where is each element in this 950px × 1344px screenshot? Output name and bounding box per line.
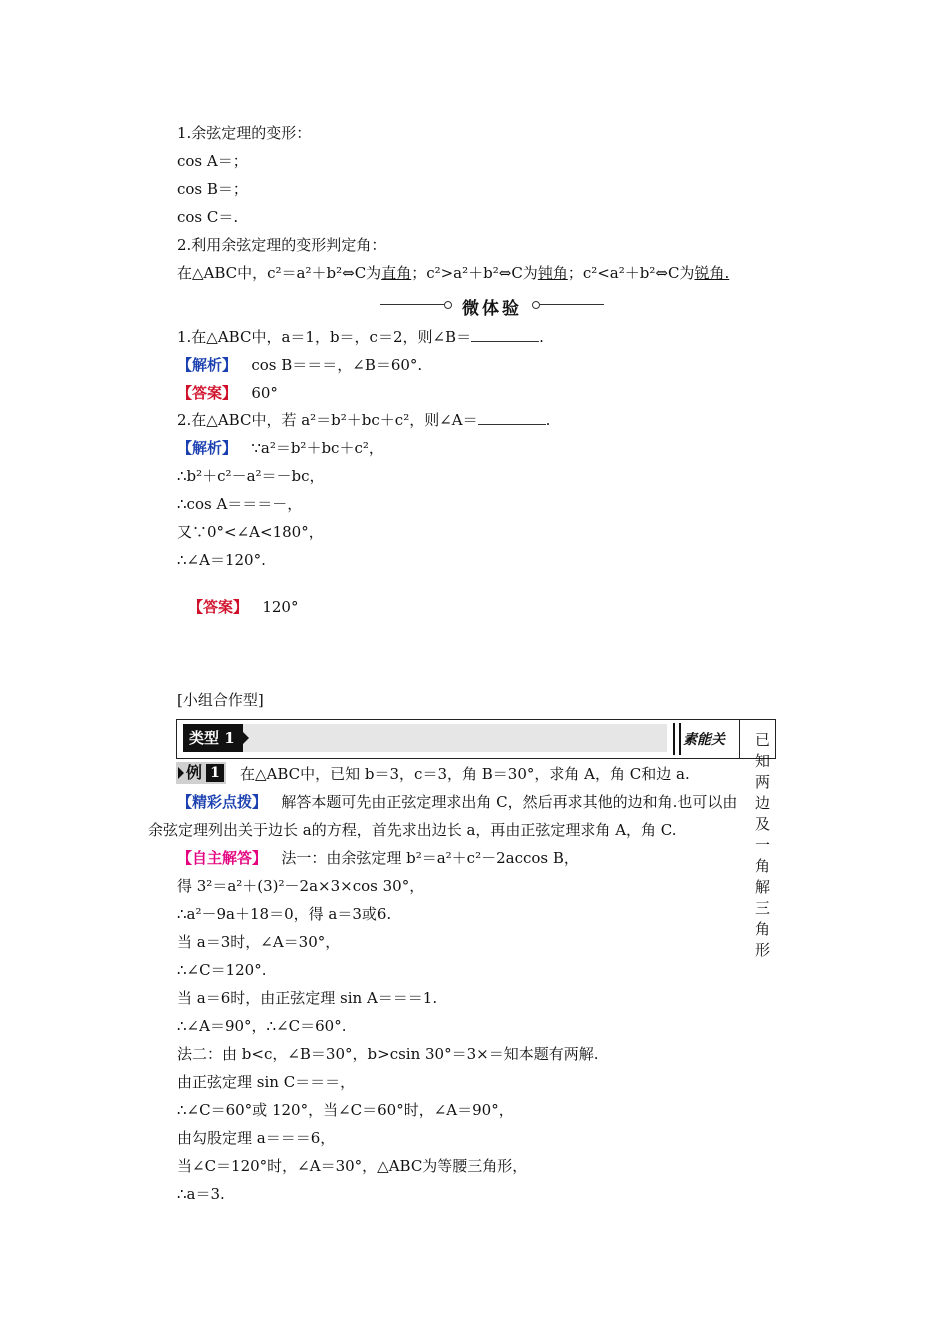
type-banner-bar <box>183 724 667 752</box>
solution-line-9: ∴∠C＝60°或 120°，当∠C＝60°时，∠A＝90°， <box>177 1101 514 1119</box>
exercise-2-text: 2.在△ABC中，若 a²＝b²＋bc＋c²，则∠A＝ <box>177 411 478 429</box>
cos-b-formula: cos B＝； <box>177 180 248 198</box>
example-label: 例 <box>186 763 203 782</box>
exercise-1-question <box>177 327 544 347</box>
solution-tag: 【自主解答】 <box>177 849 268 867</box>
solution-line-6: ∴∠A＝90°，∴∠C＝60°. <box>177 1017 347 1035</box>
exercise-2-answer <box>188 597 298 617</box>
solution-line-2: ∴a²－9a＋18＝0，得 a＝3或6. <box>177 905 392 923</box>
obtuse-angle-term: 钝角 <box>537 264 568 282</box>
answer-value: 120° <box>262 598 299 616</box>
solution-line-11: 当∠C＝120°时，∠A＝30°，△ABC为等腰三角形， <box>177 1157 528 1175</box>
analysis-text: ∵a²＝b²＋bc＋c²， <box>251 439 384 457</box>
solution-line-3: 当 a＝3时，∠A＝30°， <box>177 933 341 951</box>
type-title: 已知两边及一角解三角形 <box>755 731 771 959</box>
exercise-2-analysis <box>177 438 384 458</box>
acute-angle-term: 锐角. <box>694 264 730 282</box>
exercise-2-end: . <box>545 411 551 429</box>
solution-line-8: 由正弦定理 sin C＝＝＝， <box>177 1073 356 1091</box>
rule-part-1: 在△ABC中，c²＝a²＋b²⇔C为 <box>177 264 382 282</box>
solution-line-0 <box>177 848 579 868</box>
analysis-tag: 【解析】 <box>177 439 238 457</box>
rule-part-2: ；c²>a²＋b²⇔C为 <box>411 264 538 282</box>
exercise-2-step-1: ∴b²＋c²－a²＝－bc， <box>177 467 325 485</box>
answer-blank <box>478 410 546 425</box>
triangle-marker-icon <box>178 767 184 779</box>
weitiyan-title: 微体验 <box>462 299 522 319</box>
hint-line-1 <box>177 792 737 812</box>
double-bar-divider <box>673 723 681 755</box>
answer-tag: 【答案】 <box>177 384 238 402</box>
example-badge <box>176 762 226 784</box>
solution-line-4: ∴∠C＝120°. <box>177 961 267 979</box>
exercise-2-question <box>177 410 550 430</box>
solution-text: 法一：由余弦定理 b²＝a²＋c²－2accos B， <box>281 849 579 867</box>
exercise-1-end: . <box>539 328 544 346</box>
answer-blank <box>471 327 539 342</box>
rule-part-3: ；c²<a²＋b²⇔C为 <box>567 264 695 282</box>
angle-judgement-heading: 2.利用余弦定理的变形判定角： <box>177 236 387 254</box>
angle-judgement-rule <box>177 263 729 283</box>
cosine-variant-heading: 1.余弦定理的变形： <box>177 124 312 142</box>
solution-line-12: ∴a＝3. <box>177 1185 225 1203</box>
hint-line-2: 余弦定理列出关于边长 a的方程，首先求出边长 a，再由正弦定理求角 A，角 C. <box>148 821 677 839</box>
exercise-2-step-2: ∴cos A＝＝＝－， <box>177 495 303 513</box>
answer-value: 60° <box>251 384 278 402</box>
header-dot-right <box>532 301 540 309</box>
cos-a-formula: cos A＝； <box>177 152 248 170</box>
weitiyan-header <box>380 293 604 317</box>
solution-line-10: 由勾股定理 a＝＝＝6， <box>177 1129 336 1147</box>
hint-text: 解答本题可先由正弦定理求出角 C，然后再求其他的边和角.也可以由 <box>281 793 738 811</box>
header-rule-right <box>540 304 604 305</box>
cos-c-formula: cos C＝. <box>177 208 239 226</box>
header-dot-left <box>444 301 452 309</box>
solution-line-1: 得 3²＝a²＋(3)²－2a×3×cos 30°， <box>177 877 425 895</box>
answer-tag: 【答案】 <box>188 598 249 616</box>
example-number: 1 <box>206 764 224 782</box>
exercise-2-step-3: 又∵0°<∠A<180°， <box>177 523 324 541</box>
right-angle-term: 直角 <box>381 264 412 282</box>
exercise-1-answer <box>177 383 278 403</box>
suneng-label: 素能关 <box>683 732 725 748</box>
solution-line-7: 法二：由 b<c，∠B＝30°，b>csin 30°＝3×＝知本题有两解. <box>177 1045 599 1063</box>
type-badge: 类型 1 <box>183 724 243 752</box>
group-work-label: [小组合作型] <box>177 691 264 709</box>
exercise-2-step-4: ∴∠A＝120°. <box>177 551 266 569</box>
analysis-text: cos B＝＝＝，∠B＝60°. <box>251 356 423 374</box>
banner-divider <box>739 720 740 758</box>
exercise-1-analysis <box>177 355 422 375</box>
exercise-1-text: 1.在△ABC中，a＝1，b＝，c＝2，则∠B＝ <box>177 328 472 346</box>
analysis-tag: 【解析】 <box>177 356 238 374</box>
badge-arrow-icon <box>241 730 249 746</box>
hint-tag: 【精彩点拨】 <box>177 793 268 811</box>
solution-line-5: 当 a＝6时，由正弦定理 sin A＝＝＝1. <box>177 989 438 1007</box>
example-question: 在△ABC中，已知 b＝3，c＝3，角 B＝30°，求角 A，角 C和边 a. <box>240 765 690 783</box>
header-rule-left <box>380 304 444 305</box>
